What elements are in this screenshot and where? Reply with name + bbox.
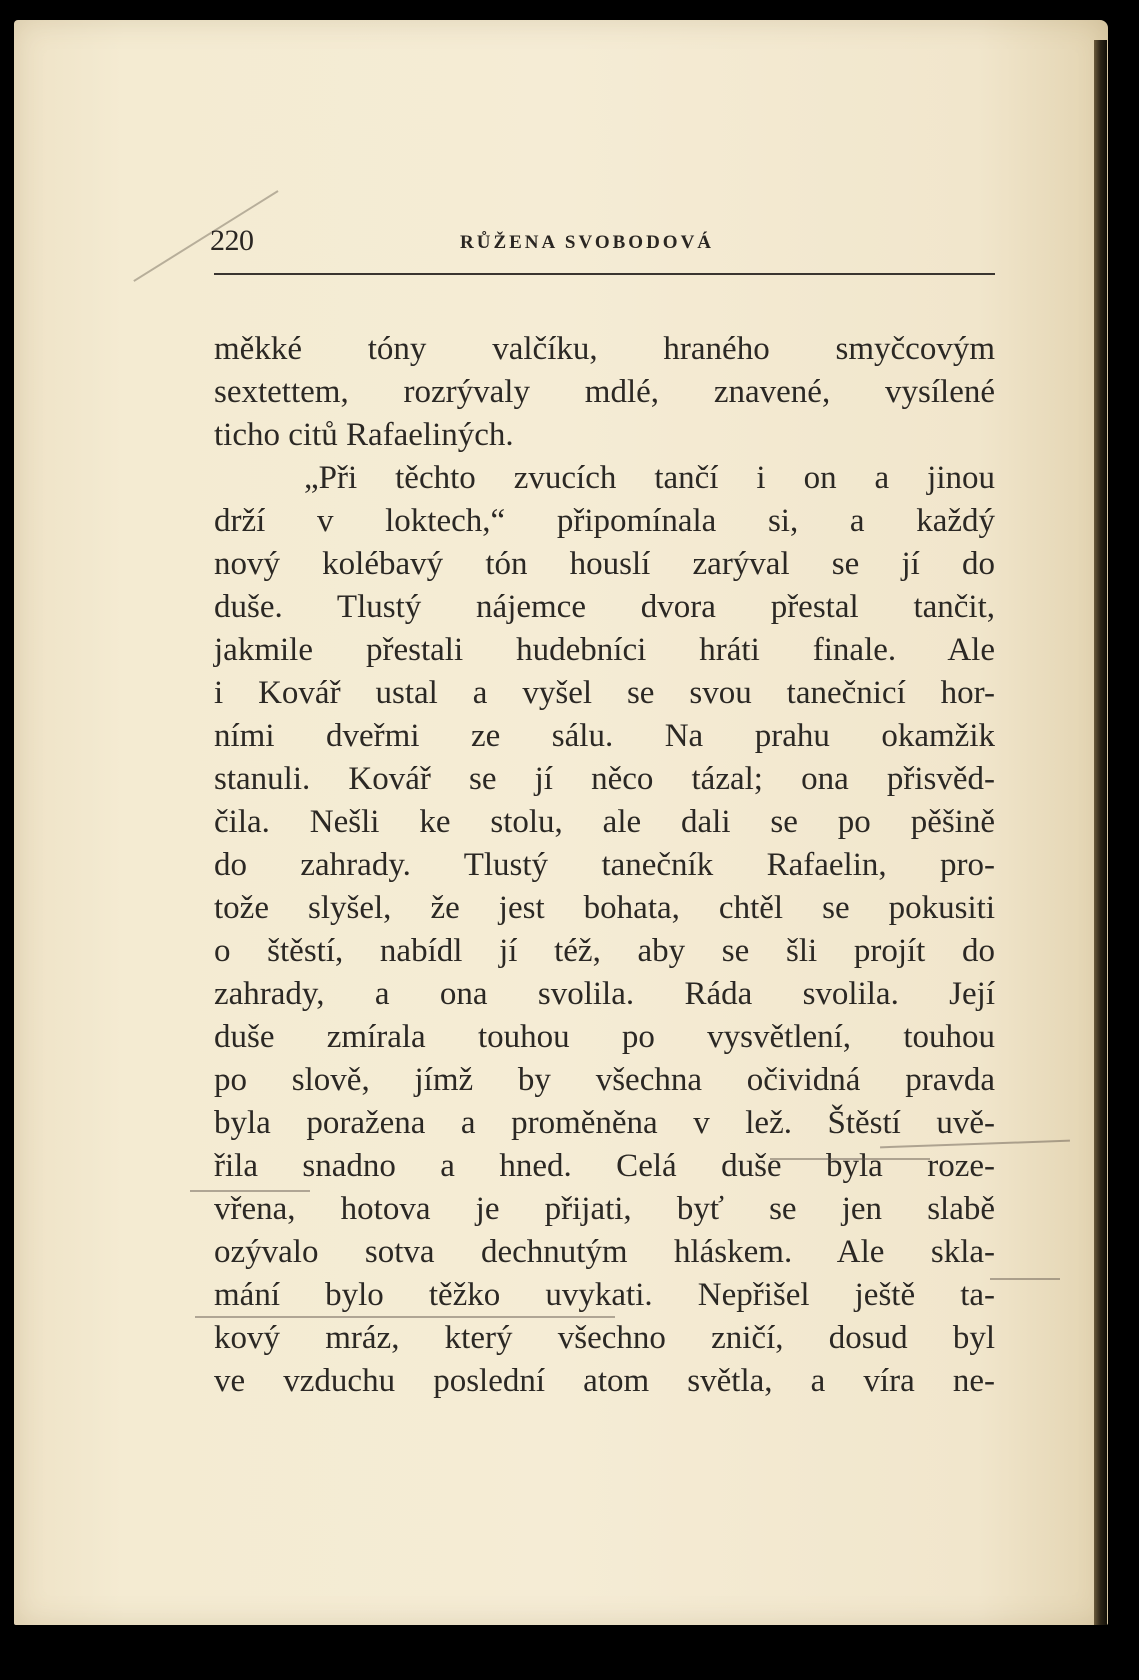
page-number: 220 — [210, 224, 254, 257]
book-spine-edge — [1094, 40, 1107, 1625]
text-line: drží v loktech,“ připomínala si, a každý — [214, 503, 995, 539]
text-line: i Kovář ustal a vyšel se svou tanečnicí hor- — [214, 675, 995, 711]
text-line: po slově, jímž by všechna očividná pravda — [214, 1062, 995, 1098]
text-line: ticho citů Rafaeliných. — [214, 417, 514, 453]
text-line: měkké tóny valčíku, hraného smyčcovým — [214, 331, 995, 367]
text-line: ozývalo sotva dechnutým hláskem. Ale skla- — [214, 1234, 995, 1270]
text-line: čila. Nešli ke stolu, ale dali se po pěšině — [214, 804, 995, 840]
text-line: tože slyšel, že jest bohata, chtěl se pokusiti — [214, 890, 995, 926]
text-line: duše. Tlustý nájemce dvora přestal tančit, — [214, 589, 995, 625]
pencil-underline-mark — [770, 1158, 930, 1160]
text-line: byla poražena a proměněna v lež. Štěstí uvě- — [214, 1105, 995, 1141]
text-line: řila snadno a hned. Celá duše byla roze- — [214, 1148, 995, 1184]
text-line: vřena, hotova je přijati, byť se jen slabě — [214, 1191, 995, 1227]
text-line: do zahrady. Tlustý tanečník Rafaelin, pro- — [214, 847, 995, 883]
header-rule — [214, 273, 995, 275]
text-line: nový kolébavý tón houslí zarýval se jí do — [214, 546, 995, 582]
pencil-underline-mark — [195, 1316, 615, 1318]
text-line: o štěstí, nabídl jí též, aby se šli projít do — [214, 933, 995, 969]
pencil-underline-mark — [190, 1190, 310, 1192]
text-line: kový mráz, který všechno zničí, dosud byl — [214, 1320, 995, 1356]
text-line: stanuli. Kovář se jí něco tázal; ona přisvěd- — [214, 761, 995, 797]
page-header — [200, 218, 998, 258]
text-line: duše zmírala touhou po vysvětlení, touhou — [214, 1019, 995, 1055]
text-line: mání bylo těžko uvykati. Nepřišel ještě ta- — [214, 1277, 995, 1313]
text-line: ními dveřmi ze sálu. Na prahu okamžik — [214, 718, 995, 754]
text-line: sextettem, rozrývaly mdlé, znavené, vysílené — [214, 374, 995, 410]
text-line: „Při těchto zvucích tančí i on a jinou — [304, 460, 995, 496]
text-line: zahrady, a ona svolila. Ráda svolila. Její — [214, 976, 995, 1012]
pencil-underline-mark — [990, 1278, 1060, 1280]
text-line: ve vzduchu poslední atom světla, a víra ne- — [214, 1363, 995, 1399]
running-head: RŮŽENA SVOBODOVÁ — [460, 232, 715, 253]
text-line: jakmile přestali hudebníci hráti finale. Ale — [214, 632, 995, 668]
body-text — [214, 328, 995, 1403]
